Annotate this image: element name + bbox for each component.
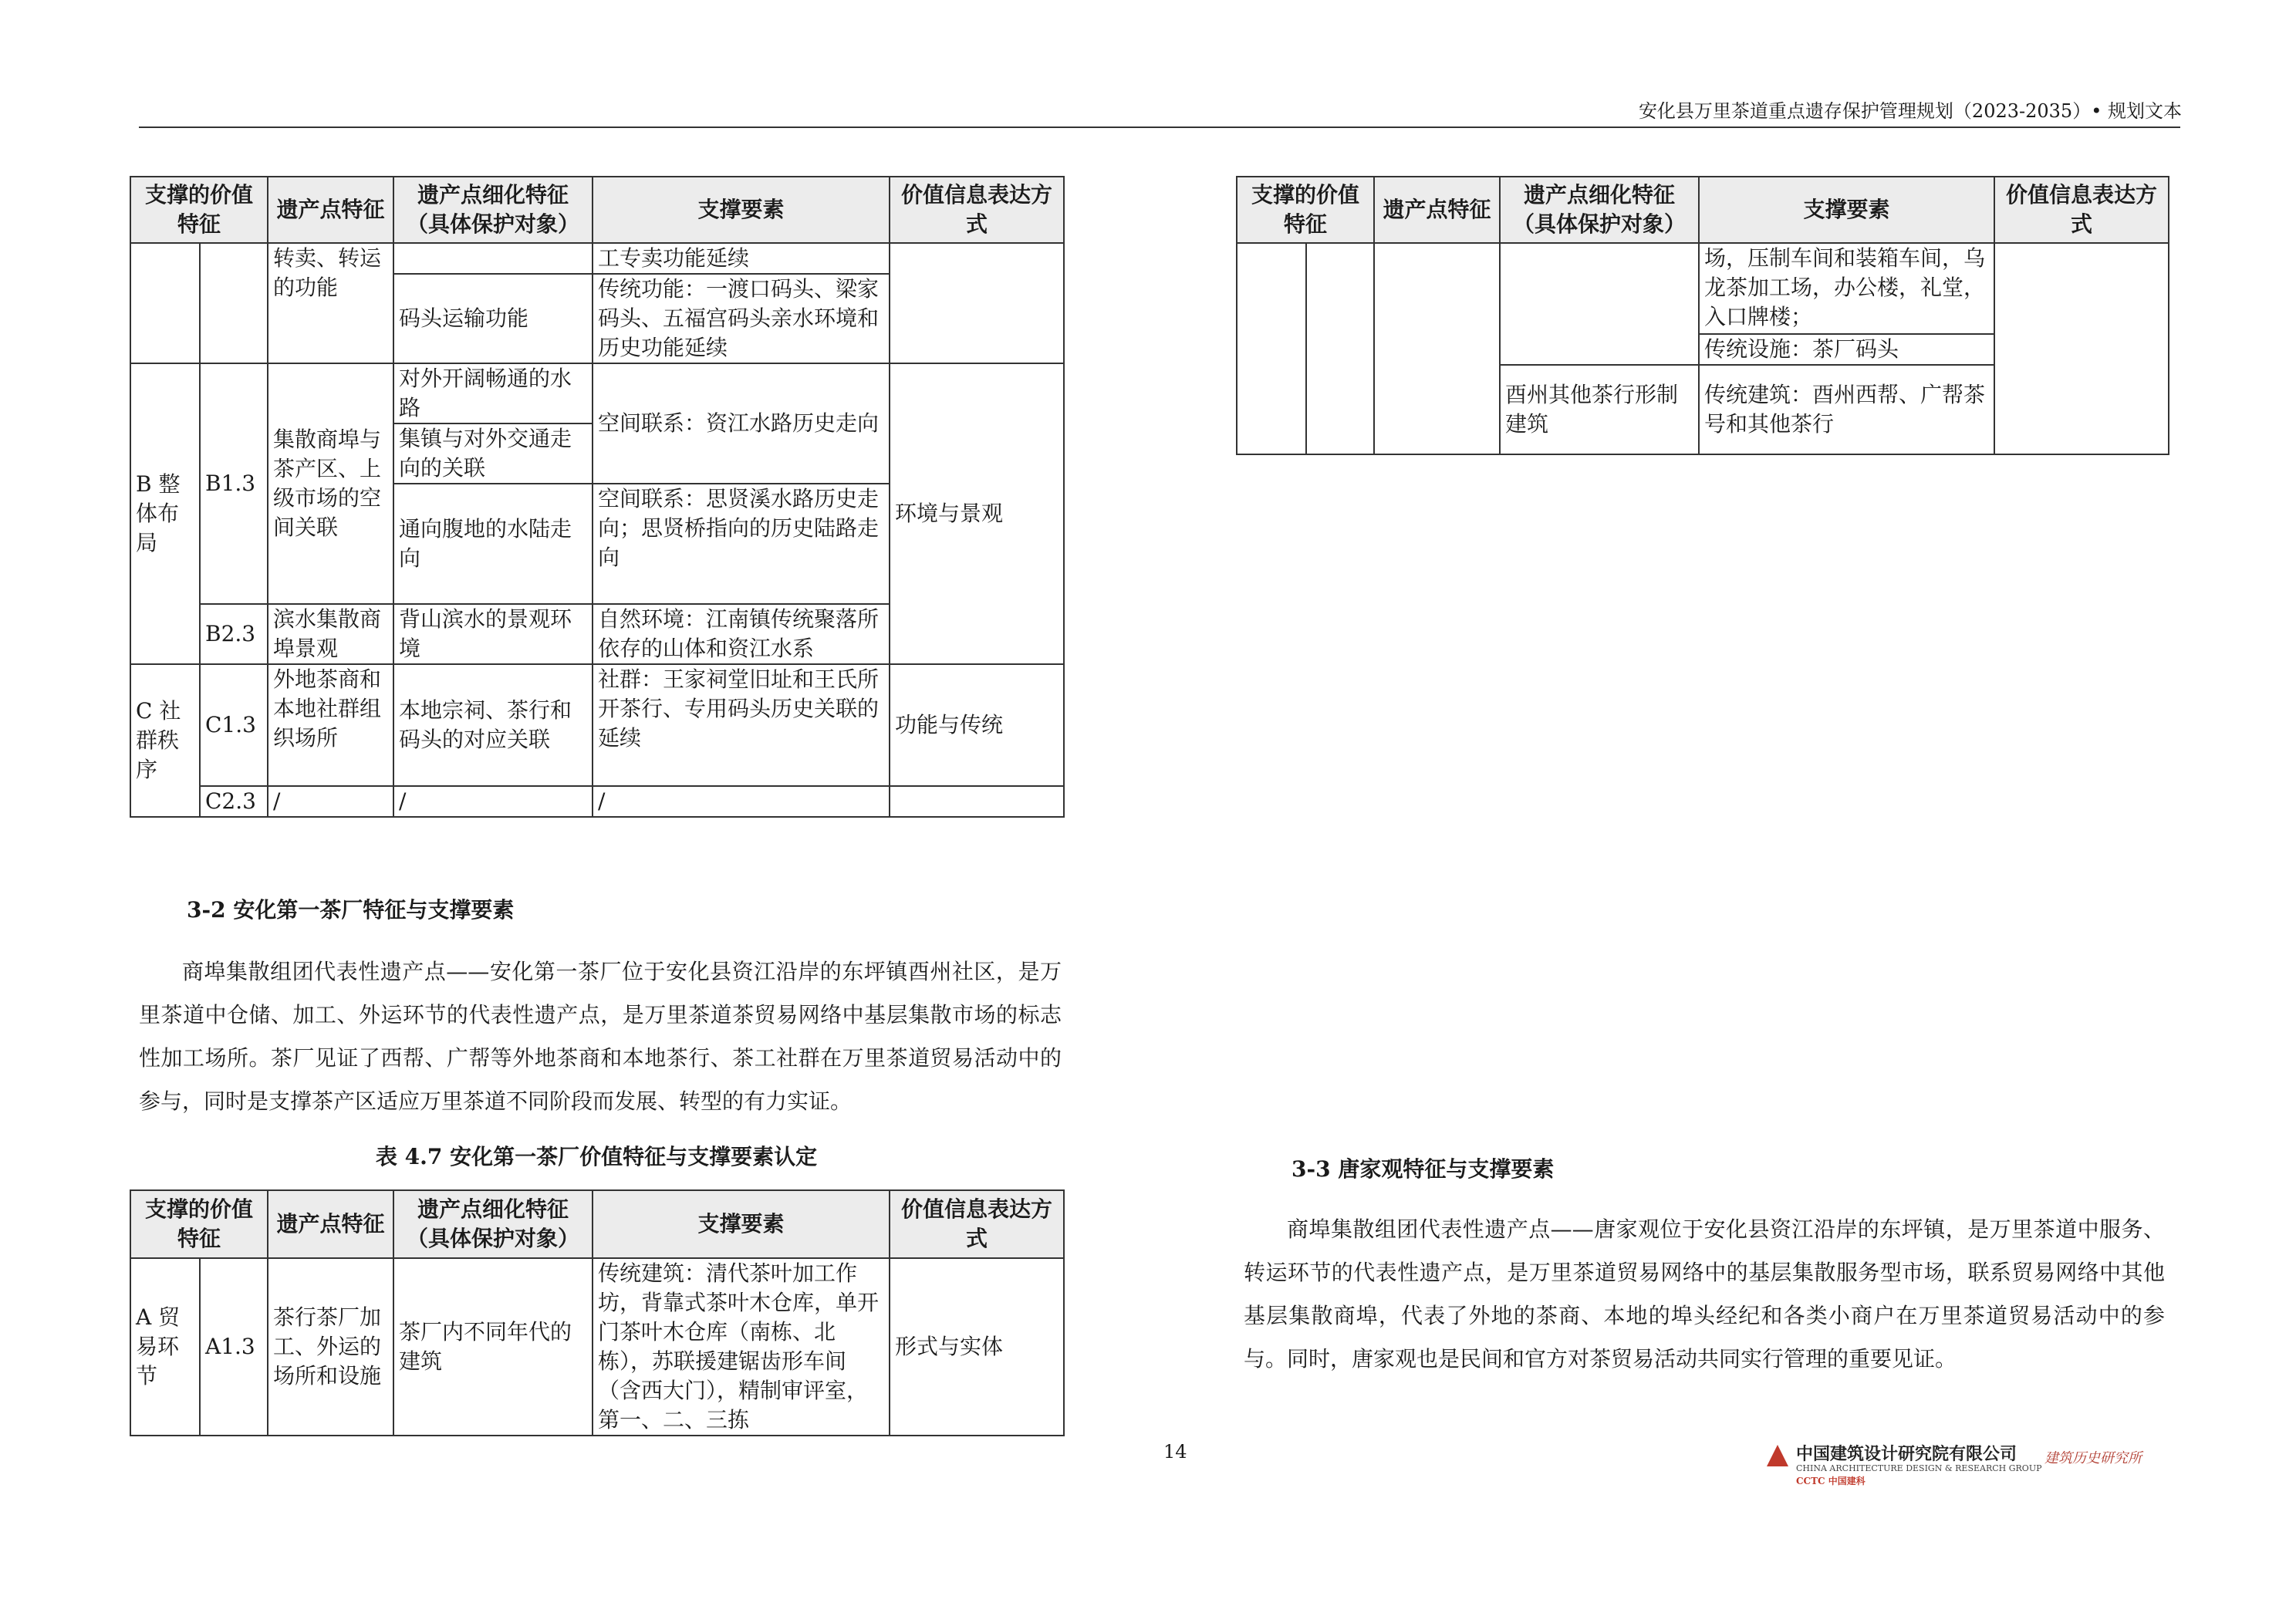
- cell-group: A 贸易环节: [130, 1258, 200, 1436]
- cell-support: 传统设施：茶厂码头: [1699, 334, 1994, 365]
- table-row: [130, 1258, 1064, 1436]
- table-header-row: [1237, 177, 2169, 243]
- cell-support: /: [593, 786, 890, 817]
- cell-support: 工专卖功能延续: [593, 243, 890, 274]
- cell-detail: 通向腹地的水陆走向: [393, 484, 593, 604]
- logo-red-text: CCTC 中国建科: [1796, 1476, 1866, 1486]
- cell-detail: 本地宗祠、茶行和码头的对应关联: [393, 664, 593, 786]
- th-detail: 遗产点细化特征（具体保护对象）: [393, 177, 593, 243]
- th-point: 遗产点特征: [268, 177, 393, 243]
- cell-code: C2.3: [200, 786, 268, 817]
- table-row: [1237, 243, 2169, 334]
- cell-detail: 集镇与对外交通走向的关联: [393, 423, 593, 484]
- th-point: 遗产点特征: [1374, 177, 1500, 243]
- table-row: [130, 786, 1064, 817]
- paragraph: 商埠集散组团代表性遗产点——安化第一茶厂位于安化县资江沿岸的东坪镇酉州社区，是万里茶道中仓储、加工、外运环节的代表性遗产点，是万里茶道茶贸易网络中基层集散市场的标志性加工场所。茶厂见证了西帮、广帮等外地茶商和本地茶行、茶工社群在万里茶道贸易活动中的参与，同时是支撑茶产区适应万里茶道不同阶段而发展、转型的有力实证。: [139, 959, 1062, 1114]
- cell-support: 自然环境：江南镇传统聚落所依存的山体和资江水系: [593, 604, 890, 664]
- cell-detail: 酉州其他茶行形制建筑: [1500, 365, 1699, 454]
- th-detail: 遗产点细化特征（具体保护对象）: [1500, 177, 1699, 243]
- th-support: 支撑要素: [1699, 177, 1994, 243]
- cell-detail: /: [393, 786, 593, 817]
- cell-support: 空间联系：思贤溪水路历史走向；思贤桥指向的历史陆路走向: [593, 484, 890, 604]
- cell-expression: 功能与传统: [890, 664, 1064, 786]
- cell-feature: 滨水集散商埠景观: [268, 604, 393, 664]
- cell-expression: 形式与实体: [890, 1258, 1064, 1436]
- paragraph: 商埠集散组团代表性遗产点——唐家观位于安化县资江沿岸的东坪镇，是万里茶道中服务、转运环节的代表性遗产点，是万里茶道贸易网络中的基层集散服务型市场，联系贸易网络中其他基层集散商埠，代表了外地的茶商、本地的埠头经纪和各类小商户在万里茶道贸易活动中的参与。同时，唐家观也是民间和官方对茶贸易活动共同实行管理的重要见证。: [1244, 1216, 2165, 1372]
- th-expression: 价值信息表达方式: [890, 177, 1064, 243]
- cell-code: B2.3: [200, 604, 268, 664]
- institute-logo: 建筑历史研究所: [2044, 1450, 2142, 1466]
- th-expression: 价值信息表达方式: [1994, 177, 2169, 243]
- cell-feature: 外地茶商和本地社群组织场所: [268, 664, 393, 786]
- cell-feature: 茶行茶厂加工、外运的场所和设施: [268, 1258, 393, 1436]
- cell-detail: 对外开阔畅通的水路: [393, 363, 593, 423]
- th-support: 支撑要素: [593, 177, 890, 243]
- cell-feature: 集散商埠与茶产区、上级市场的空间关联: [268, 363, 393, 604]
- table-caption: 表 4.7 安化第一茶厂价值特征与支撑要素认定: [375, 1144, 818, 1169]
- table-header-row: [130, 177, 1064, 243]
- cell-support: 场，压制车间和装箱车间，乌龙茶加工场，办公楼，礼堂，入口牌楼；: [1699, 243, 1994, 334]
- cell-detail: 背山滨水的景观环境: [393, 604, 593, 664]
- table-row: [130, 243, 1064, 274]
- th-expression: 价值信息表达方式: [890, 1190, 1064, 1258]
- page-number: 14: [1163, 1441, 1187, 1463]
- cell-group: B 整体布局: [130, 363, 200, 664]
- th-value: 支撑的价值特征: [130, 1190, 268, 1258]
- section-heading: 3-3 唐家观特征与支撑要素: [1292, 1156, 1555, 1182]
- th-value: 支撑的价值特征: [130, 177, 268, 243]
- cell-support: 传统功能：一渡口码头、梁家码头、五福宫码头亲水环境和历史功能延续: [593, 274, 890, 363]
- cell-detail: 茶厂内不同年代的建筑: [393, 1258, 593, 1436]
- table-row: [130, 664, 1064, 786]
- th-value: 支撑的价值特征: [1237, 177, 1374, 243]
- cell-expression: 环境与景观: [890, 363, 1064, 664]
- header-rule: [139, 127, 2180, 128]
- cell-feature: /: [268, 786, 393, 817]
- cell-support: 社群：王家祠堂旧址和王氏所开茶行、专用码头历史关联的延续: [593, 664, 890, 786]
- right-table: [1236, 176, 2169, 455]
- cell-support: 传统建筑：清代茶叶加工作坊，背靠式茶叶木仓库，单开门茶叶木仓库（南栋、北栋），苏联援建锯齿形车间（含西大门），精制审评室，第一、二、三拣: [593, 1258, 890, 1436]
- cell-code: B1.3: [200, 363, 268, 604]
- th-support: 支撑要素: [593, 1190, 890, 1258]
- table-header-row: [130, 1190, 1064, 1258]
- cell-support: 传统建筑：酉州西帮、广帮茶号和其他茶行: [1699, 365, 1994, 454]
- triangle-logo-icon: [1767, 1445, 1788, 1466]
- running-header: 安化县万里茶道重点遗存保护管理规划（2023-2035）• 规划文本: [1638, 100, 2182, 122]
- table-4-7: [130, 1189, 1065, 1436]
- th-detail: 遗产点细化特征（具体保护对象）: [393, 1190, 593, 1258]
- company-logo: [1767, 1445, 2042, 1487]
- cell-code: C1.3: [200, 664, 268, 786]
- logo-main-text: 中国建筑设计研究院有限公司: [1796, 1444, 2017, 1464]
- table-row: [130, 363, 1064, 423]
- cell-group: C 社群秩序: [130, 664, 200, 817]
- left-table: [130, 176, 1065, 818]
- cell-support: 空间联系：资江水路历史走向: [593, 363, 890, 484]
- logo-sub-text: CHINA ARCHITECTURE DESIGN & RESEARCH GROUP: [1796, 1463, 2042, 1473]
- section-heading: 3-2 安化第一茶厂特征与支撑要素: [187, 897, 515, 923]
- cell-detail: 码头运输功能: [393, 274, 593, 363]
- cell-code: A1.3: [200, 1258, 268, 1436]
- th-point: 遗产点特征: [268, 1190, 393, 1258]
- cell-feature: 转卖、转运的功能: [268, 243, 393, 363]
